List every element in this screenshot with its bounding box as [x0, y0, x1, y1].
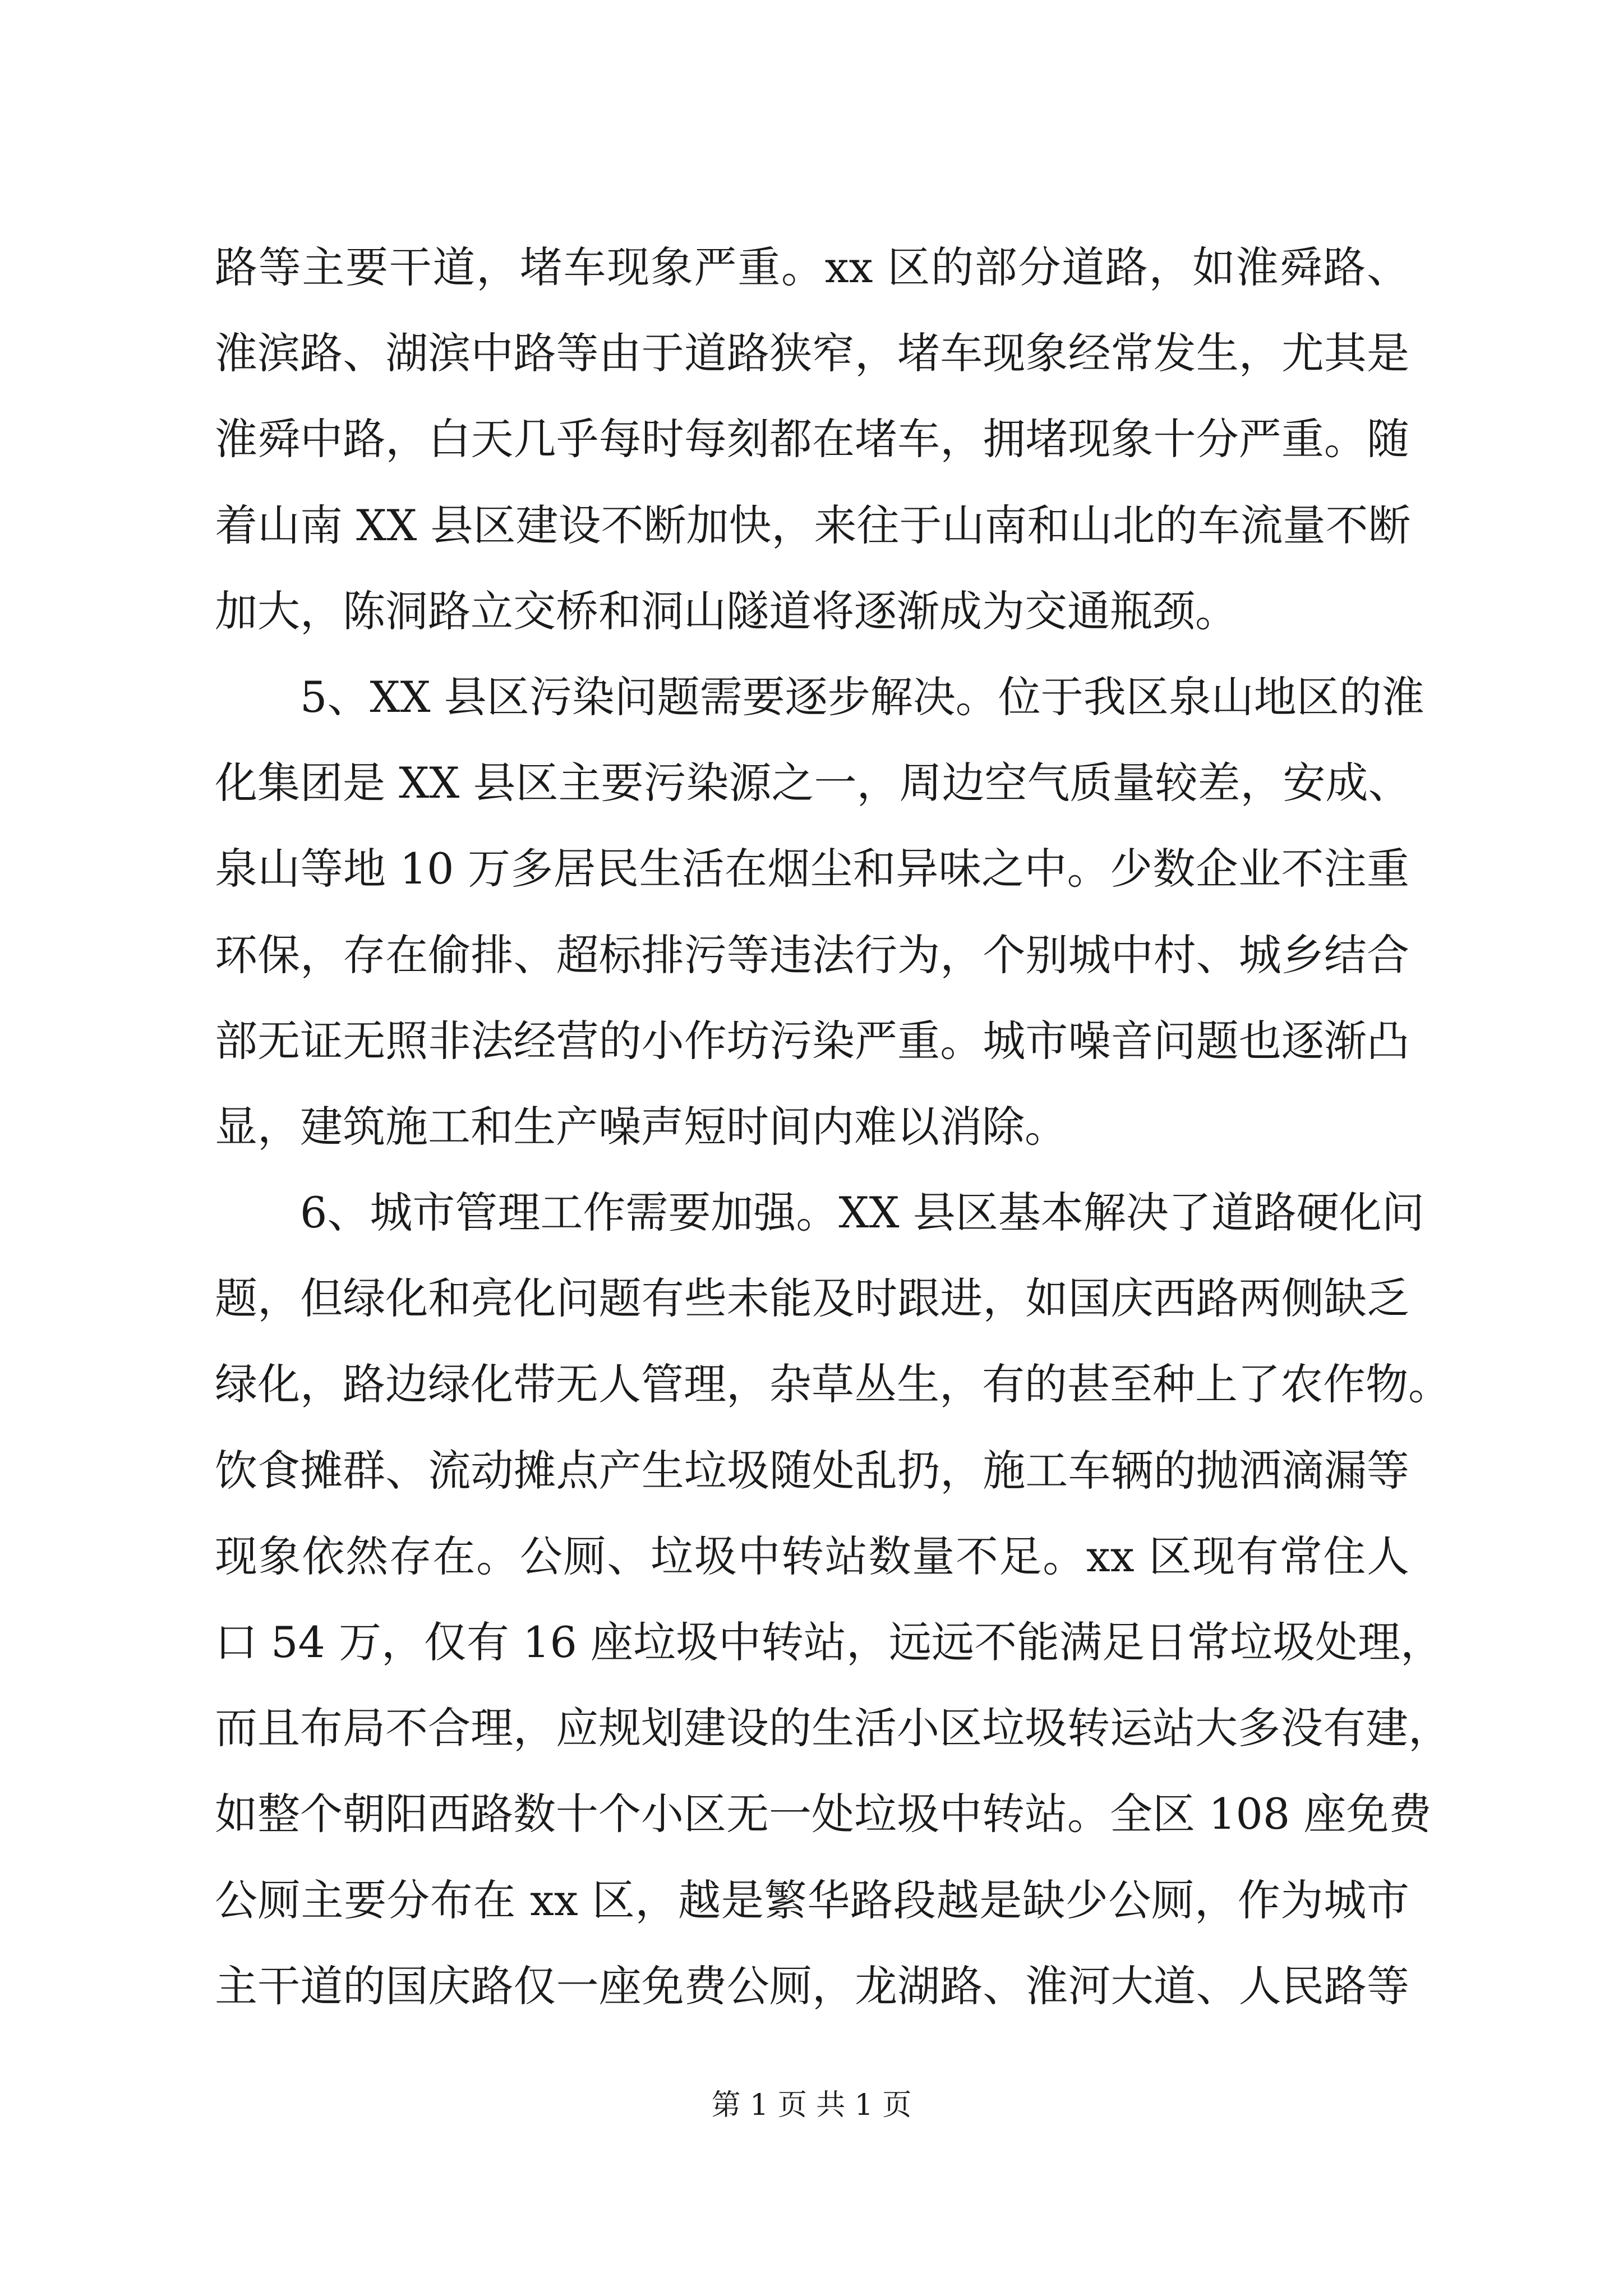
text-line: 加大，陈洞路立交桥和洞山隧道将逐渐成为交通瓶颈。	[215, 586, 1238, 636]
text-line: 淮滨路、湖滨中路等由于道路狭窄，堵车现象经常发生，尤其是	[215, 328, 1409, 379]
text-line: 泉山等地 10 万多居民生活在烟尘和异味之中。少数企业不注重	[215, 844, 1409, 894]
text-line: 题，但绿化和亮化问题有些未能及时跟进，如国庆西路两侧缺乏	[215, 1273, 1409, 1324]
body-text	[215, 224, 1451, 2029]
text-line: 饮食摊群、流动摊点产生垃圾随处乱扔，施工车辆的抛洒滴漏等	[215, 1445, 1409, 1496]
text-line: 显，建筑施工和生产噪声短时间内难以消除。	[215, 1101, 1067, 1152]
text-line: 而且布局不合理，应规划建设的生活小区垃圾转运站大多没有建，	[215, 1703, 1451, 1754]
text-line: 如整个朝阳西路数十个小区无一处垃圾中转站。全区 108 座免费	[215, 1789, 1432, 1839]
text-line: 淮舜中路，白天几乎每时每刻都在堵车，拥堵现象十分严重。随	[215, 414, 1409, 464]
text-line: 化集团是 XX 县区主要污染源之一，周边空气质量较差，安成、	[215, 758, 1411, 808]
text-line: 5、XX 县区污染问题需要逐步解决。位于我区泉山地区的淮	[300, 671, 1424, 722]
text-line: 口 54 万，仅有 16 座垃圾中转站，远远不能满足日常垃圾处理，	[215, 1617, 1444, 1667]
text-line: 6、城市管理工作需要加强。XX 县区基本解决了道路硬化问	[300, 1188, 1424, 1238]
text-line: 主干道的国庆路仅一座免费公厕，龙湖路、淮河大道、人民路等	[215, 1961, 1409, 2011]
text-line: 环保，存在偷排、超标排污等违法行为，个别城中村、城乡结合	[215, 930, 1409, 980]
text-line: 绿化，路边绿化带无人管理，杂草丛生，有的甚至种上了农作物。	[215, 1359, 1451, 1410]
text-line: 着山南 XX 县区建设不断加快，来往于山南和山北的车流量不断	[215, 500, 1411, 550]
text-line: 公厕主要分布在 xx 区，越是繁华路段越是缺少公厕，作为城市	[215, 1875, 1409, 1925]
text-line: 部无证无照非法经营的小作坊污染严重。城市噪音问题也逐渐凸	[215, 1015, 1409, 1066]
text-line: 路等主要干道，堵车现象严重。xx 区的部分道路，如淮舜路、	[215, 242, 1409, 292]
page-footer: 第 1 页 共 1 页	[711, 2088, 912, 2122]
text-line: 现象依然存在。公厕、垃圾中转站数量不足。xx 区现有常住人	[215, 1531, 1409, 1581]
